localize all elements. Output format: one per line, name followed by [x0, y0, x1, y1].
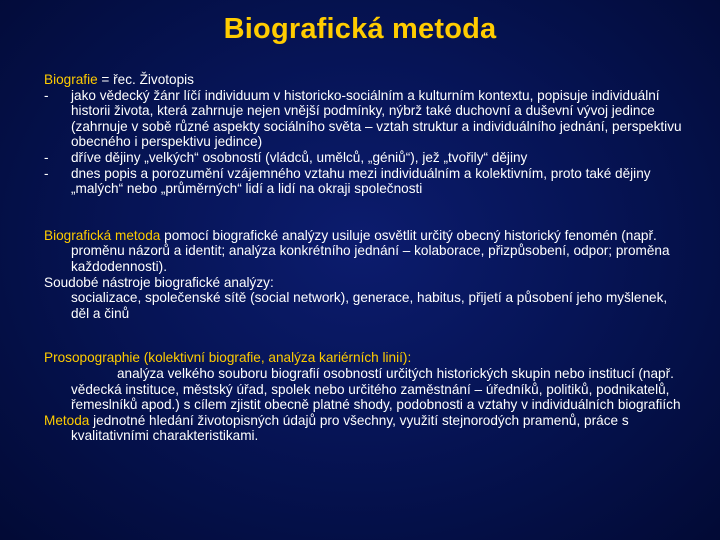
biographic-method-text: pomocí biografické analýzy usiluje osvětlit určitý obecný historický fenomén (např. proměnu názorů a identit; analýza konkrétního jednání – kolaborace, přizpůsobení, odpor; proměna každodennosti). — [71, 227, 670, 274]
bullet-text-1: jako vědecký žánr líčí individuum v historicko-sociálním a kulturním kontextu, popisuje individuální historii života, která zahrnuje nejen vnější podmínky, nýbrž také duchovní a duševní vývoj jedince — [71, 87, 660, 119]
bullet-dash: - — [44, 149, 49, 165]
bullet-text-3: dříve dějiny „velkých“ osobností (vládců, umělců, „géniů“), jež „tvořily“ dějiny — [71, 149, 528, 165]
bullet-dash: - — [44, 165, 49, 181]
biographic-method-term: Biografická metoda — [44, 227, 161, 243]
slide-body — [44, 72, 684, 444]
biografie-term: Biografie — [44, 72, 98, 87]
tools-label: Soudobé nástroje biografické analýzy: — [44, 274, 274, 290]
prosopography-term: Prosopographie (kolektivní biografie, analýza kariérních linií): — [44, 350, 412, 366]
biografie-definition-text: = řec. Životopis — [97, 72, 194, 87]
biografie-definition — [44, 72, 684, 88]
method-paragraph — [44, 413, 684, 444]
bullet-text-2: (zahrnuje v sobě různé aspekty sociálního světa – vztah struktur a individuálního jednání, perspektivu obecného i perspektivu jedince) — [71, 118, 682, 150]
tools-text: socializace, společenské sítě (social network), generace, habitus, přijetí a působení jeho myšlenek, děl a činů — [71, 290, 668, 321]
bullet-text-4: dnes popis a porozumění vzájemného vztahu mezi individuálním a kolektivním, proto také dějiny „malých“ nebo „průměrných“ lidí a lidí na okraji společnosti — [71, 165, 651, 197]
method-text: jednotné hledání životopisných údajů pro všechny, využití stejnorodých pramenů, práce s kvalitativními charakteristikami. — [71, 412, 629, 444]
method-term: Metoda — [44, 412, 90, 428]
bullet-item-3 — [44, 166, 684, 197]
bullet-item-2 — [44, 150, 684, 166]
slide-title: Biografická metoda — [223, 13, 497, 45]
prosopography-text: analýza velkého souboru biografií osobností určitých historických skupin nebo institucí (např. vědecká instituce, městský úřad, spolek nebo určitého zaměstnání – úředníků, politiků, podnikatelů, řemeslníků apod.) s cílem zjistit obecně platné shody, podobnosti a vztahy v individuálních biografiích — [71, 365, 681, 413]
bullet-dash: - — [44, 87, 49, 103]
bullet-item-continuation — [44, 119, 684, 150]
bullet-item-1 — [44, 88, 684, 119]
biographic-method-paragraph — [44, 228, 684, 275]
